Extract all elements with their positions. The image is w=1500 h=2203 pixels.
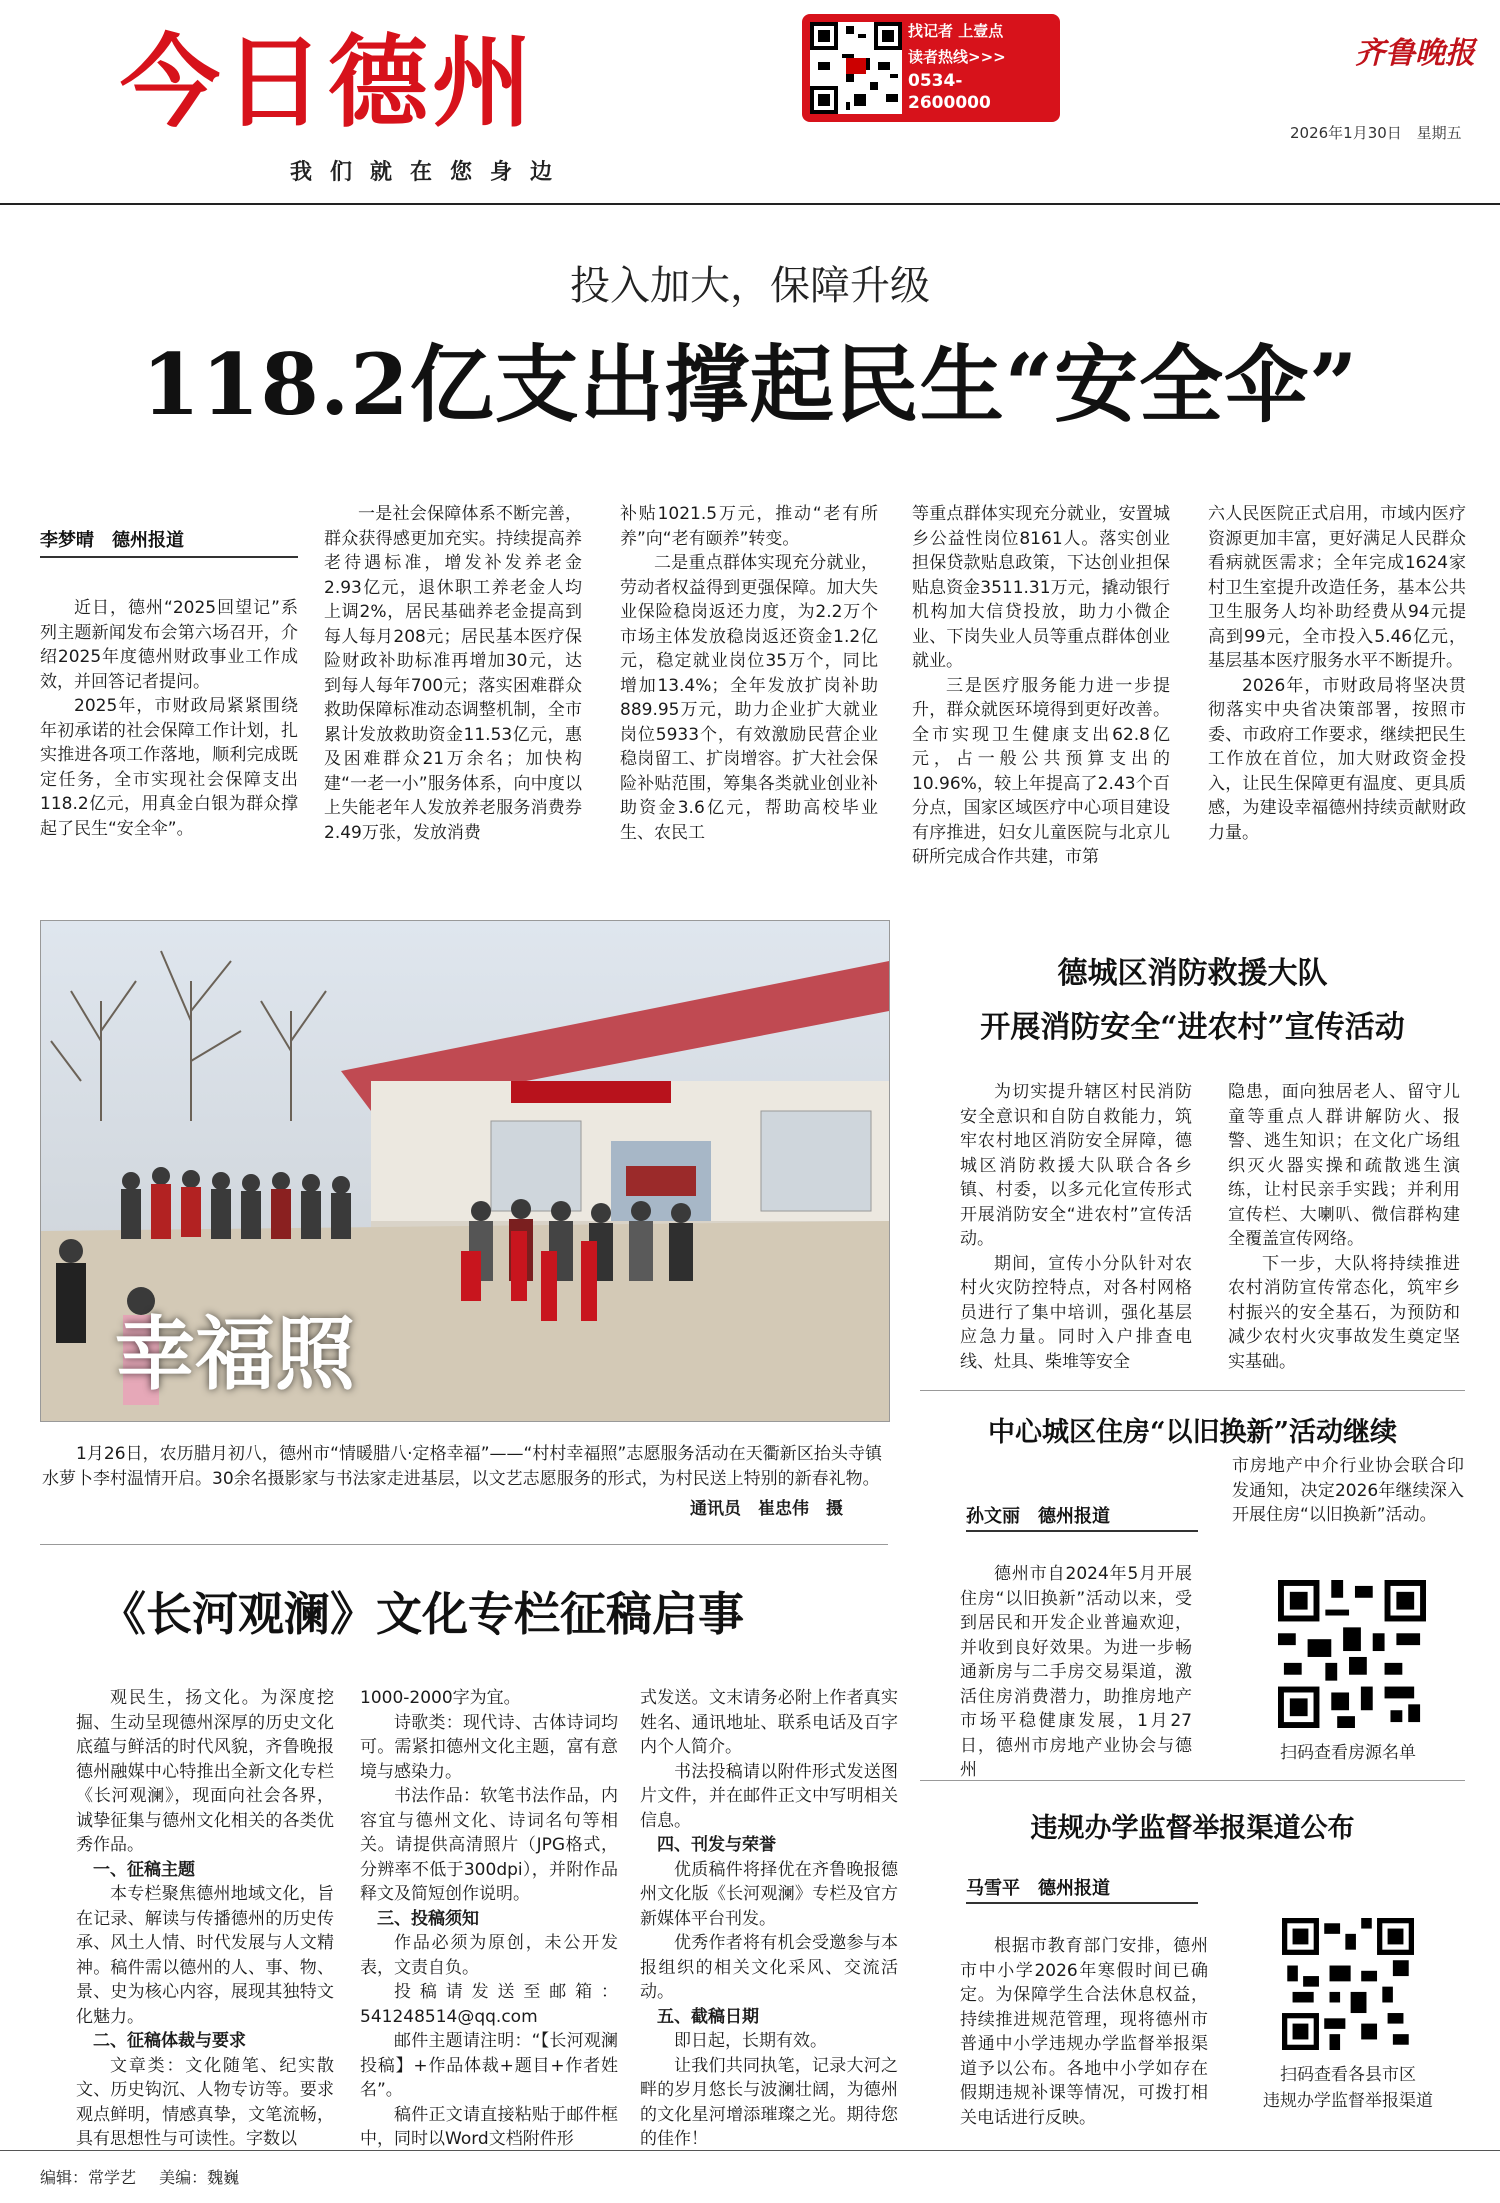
paper-brand: 齐鲁晚报 [1355, 36, 1475, 71]
paragraph: 二是重点群体实现充分就业，劳动者权益得到更强保障。加大失业保险稳岗返还力度，为2.2万个市场主体发放稳岗返还资金1.2亿元，稳定就业岗位35万个，同比增加13.4%；全年发放扩岗补助889.95万元，助力企业扩大就业岗位5933个，有效激励民营企业稳岗留工、扩岗增容。扩大社会保险补贴范围，筹集各类就业创业补助资金3.6亿元，帮助高校毕业生、农民工 [620, 553, 878, 843]
byline-rule [966, 1902, 1198, 1904]
paragraph: 投稿请发送至邮箱：541248514@qq.com [360, 1982, 618, 2027]
fire-headline-2: 开展消防安全“进农村”宣传活动 [980, 1010, 1405, 1045]
lead-kicker: 投入加大，保障升级 [570, 263, 930, 309]
housing-column-2 [1232, 1454, 1464, 1528]
paragraph: 即日起，长期有效。 [674, 2031, 827, 2051]
paragraph: 书法投稿请以附件形式发送图片文件，并在邮件正文中写明相关信息。 [640, 1761, 898, 1831]
lead-column-5 [1208, 502, 1466, 845]
section-heading: 五、截稿日期 [657, 2006, 759, 2027]
paragraph: 优秀作者将有机会受邀参与本报组织的相关文化采风、交流活动。 [640, 1933, 898, 2002]
school-qr-code[interactable] [1282, 1918, 1414, 2050]
paragraph: 观民生，扬文化。为深度挖掘、生动呈现德州深厚的历史文化底蕴与鲜活的时代风貌，齐鲁晚报德州融媒中心特推出全新文化专栏《长河观澜》，现面向社会各界，诚挚征集与德州文化相关的各类优秀作品。 [76, 1688, 334, 1855]
lead-column-2 [324, 502, 582, 845]
paragraph: 1000-2000字为宜。 [360, 1688, 521, 1708]
paragraph: 文章类：文化随笔、纪实散文、历史钩沉、人物专访等。要求观点鲜明，情感真挚，文笔流畅，具有思想性与可读性。字数以 [76, 2055, 334, 2149]
housing-byline: 孙文丽 德州报道 [966, 1506, 1110, 1527]
paragraph: 近日，德州“2025回望记”系列主题新闻发布会第六场召开，介绍2025年度德州财政事业工作成效，并回答记者提问。 [40, 598, 298, 692]
school-qr-caption-1: 扫码查看各县市区 [1280, 2065, 1416, 2085]
lead-headline: 118.2亿支出撑起民生“安全伞” [141, 335, 1359, 434]
paragraph: 期间，宣传小分队针对农村火灾防控特点，对各村网格员进行了集中培训，强化基层应急力量。同时入户排查电线、灶具、柴堆等安全 [960, 1253, 1192, 1372]
fire-headline-1: 德城区消防救援大队 [1057, 956, 1328, 991]
qr-code-icon [1278, 1580, 1426, 1728]
fire-column-2 [1228, 1080, 1460, 1374]
section-divider [40, 1544, 888, 1545]
paragraph: 为切实提升辖区村民消防安全意识和自防自救能力，筑牢农村地区消防安全屏障，德城区消防救援大队联合各乡镇、村委，以多元化宣传形式开展消防安全“进农村”宣传活动。 [960, 1082, 1192, 1249]
culture-column-2 [360, 1686, 618, 2152]
lead-column-3 [620, 502, 878, 845]
issue-date [1290, 122, 1462, 143]
hotline-qr-code [810, 22, 902, 114]
paragraph: 作品必须为原创，未公开发表，文责自负。 [360, 1933, 618, 1978]
housing-qr-caption: 扫码查看房源名单 [1280, 1743, 1416, 1763]
paragraph: 2025年，市财政局紧紧围绕年初承诺的社会保障工作计划，扎实推进各项工作落地，顺利完成既定任务，全市实现社会保障支出118.2亿元，用真金白银为群众撑起了民生“安全伞”。 [40, 696, 298, 839]
paragraph: 根据市教育部门安排，德州市中小学2026年寒假时间已确定。为保障学生合法休息权益，持续推进规范管理，现将德州市普通中小学违规办学监督举报渠道予以公布。各地中小学如存在假期违规补课等情况，可拨打相关电话进行反映。 [960, 1936, 1208, 2128]
section-heading: 二、征稿体裁与要求 [93, 2031, 246, 2051]
hotline-label: 读者热线>>> [908, 48, 1006, 66]
hotline-number-1: 0534- [908, 71, 963, 91]
paragraph: 德州市自2024年5月开展住房“以旧换新”活动以来，受到居民和开发企业普遍欢迎，并收到良好效果。为进一步畅通新房与二手房交易渠道，激活住房消费潜力，助推房地产市场平稳健康发展，1月27日，德州市房地产业协会与德州 [960, 1564, 1192, 1780]
footer-editor: 编辑：常学艺 [40, 2168, 137, 2187]
paragraph: 稿件正文请直接粘贴于邮件框中，同时以Word文档附件形 [360, 2104, 618, 2149]
paragraph: 书法作品：软笔书法作品，内容宜与德州文化、诗词名句等相关。请提供高清照片（JPG格式，分辨率不低于300dpi），并附作品释文及简短创作说明。 [360, 1786, 618, 1904]
photo-caption [42, 1442, 882, 1491]
paragraph: 式发送。文末请务必附上作者真实姓名、通讯地址、联系电话及百字内个人简介。 [640, 1688, 898, 1757]
photo-title: 幸福照 [115, 1307, 355, 1401]
hotline-tag: 找记者 上壹点 [908, 22, 1004, 40]
photo-credit: 通讯员 崔忠伟 摄 [690, 1499, 843, 1519]
footer-rule [0, 2150, 1500, 2151]
section-divider [920, 1390, 1465, 1391]
paragraph: 让我们共同执笔，记录大河之畔的岁月悠长与波澜壮阔，为德州的文化星河增添璀璨之光。期待您的佳作！ [640, 2055, 898, 2149]
housing-column-1 [960, 1562, 1192, 1783]
lead-column-4 [912, 502, 1170, 870]
housing-headline: 中心城区住房“以旧换新”活动继续 [987, 1417, 1398, 1448]
masthead-rule [0, 203, 1500, 205]
masthead-slogan: 我们就在您身边 [290, 160, 571, 185]
paragraph: 六人民医院正式启用，市域内医疗资源更加丰富，更好满足人民群众看病就医需求；全年完成1624家村卫生室提升改造任务，基本公共卫生服务人均补助经费从94元提高到99元，全市投入5.46亿元，基层基本医疗服务水平不断提升。 [1208, 504, 1466, 671]
issue-date-text: 2026年1月30日 [1290, 124, 1402, 142]
qr-code-icon [810, 22, 902, 114]
lead-column-1 [40, 596, 298, 841]
paragraph: 下一步，大队将持续推进农村消防宣传常态化，筑牢乡村振兴的安全基石，为预防和减少农村火灾事故发生奠定坚实基础。 [1228, 1253, 1460, 1372]
school-column-1 [960, 1934, 1208, 2130]
paragraph: 等重点群体实现充分就业，安置城乡公益性岗位8161人。落实创业担保贷款贴息政策，下达创业担保贴息资金3511.31万元，撬动银行机构加大信贷投放，助力小微企业、下岗失业人员等重点群体创业就业。 [912, 504, 1170, 671]
lead-byline: 李梦晴 德州报道 [40, 530, 184, 551]
caption-text: 1月26日，农历腊月初八，德州市“情暖腊八·定格幸福”——“村村幸福照”志愿服务活动在天衢新区抬头寺镇水萝卜李村温情开启。30余名摄影家与书法家走进基层，以文艺志愿服务的形式，为村民送上特别的新春礼物。 [42, 1444, 882, 1489]
paragraph: 三是医疗服务能力进一步提升，群众就医环境得到更好改善。全市实现卫生健康支出62.8亿元，占一般公共预算支出的10.96%，较上年提高了2.43个百分点，国家区域医疗中心项目建设有序推进，妇女儿童医院与北京儿研所完成合作共建，市第 [912, 675, 1170, 867]
paragraph: 补贴1021.5万元，推动“老有所养”向“老有颐养”转变。 [620, 504, 878, 549]
school-qr-caption-2: 违规办学监督举报渠道 [1263, 2091, 1433, 2111]
issue-weekday: 星期五 [1416, 124, 1462, 142]
paragraph: 2026年，市财政局将坚决贯彻落实中央省决策部署，按照市委、市政府工作要求，继续把民生工作放在首位，加大财政资金投入，让民生保障更有温度、更具质感，为建设幸福德州持续贡献财政力量。 [1208, 675, 1466, 843]
section-heading: 三、投稿须知 [377, 1908, 479, 1929]
masthead-logo: 今日德州 [120, 24, 536, 141]
paragraph: 市房地产中介行业协会联合印发通知，决定2026年继续深入开展住房“以旧换新”活动。 [1232, 1456, 1464, 1525]
byline-rule [966, 1530, 1198, 1532]
fire-column-1 [960, 1080, 1192, 1374]
footer-designer: 美编：魏巍 [159, 2168, 240, 2187]
culture-headline: 《长河观澜》文化专栏征稿启事 [100, 1587, 744, 1641]
qr-code-icon [1282, 1918, 1414, 2050]
footer-credits [40, 2165, 239, 2188]
culture-column-3 [640, 1686, 898, 2152]
section-divider [920, 1780, 1465, 1781]
section-heading: 一、征稿主题 [93, 1859, 195, 1880]
hotline-number-2: 2600000 [908, 93, 991, 113]
school-byline: 马雪平 德州报道 [966, 1878, 1110, 1899]
reader-hotline-box [802, 14, 1060, 122]
byline-rule [40, 556, 298, 558]
paragraph: 隐患，面向独居老人、留守儿童等重点人群讲解防火、报警、逃生知识；在文化广场组织灭火器实操和疏散逃生演练，让村民亲手实践；并利用宣传栏、大喇叭、微信群构建全覆盖宣传网络。 [1228, 1082, 1460, 1249]
section-heading: 四、刊发与荣誉 [657, 1835, 776, 1855]
paragraph: 本专栏聚焦德州地域文化，旨在记录、解读与传播德州的历史传承、风土人情、时代发展与人文精神。稿件需以德州的人、事、物、景、史为核心内容，展现其独特文化魅力。 [76, 1884, 334, 2027]
housing-qr-code[interactable] [1278, 1580, 1426, 1728]
paragraph: 优质稿件将择优在齐鲁晚报德州文化版《长河观澜》专栏及官方新媒体平台刊发。 [640, 1859, 898, 1929]
culture-column-1 [76, 1686, 334, 2152]
paragraph: 邮件主题请注明：“【长河观澜投稿】+作品体裁+题目+作者姓名”。 [360, 2031, 618, 2100]
paragraph: 一是社会保障体系不断完善，群众获得感更加充实。持续提高养老待遇标准，增发补发养老金2.93亿元，退休职工养老金人均上调2%，居民基础养老金提高到每人每月208元；居民基本医疗保险财政补助标准再增加30元，达到每人每年700元；落实困难群众救助保障标准动态调整机制，全市累计发放救助资金11.53亿元，惠及困难群众21万余名；加快构建“一老一小”服务体系，向中度以上失能老年人发放养老服务消费券2.49万张，发放消费 [324, 504, 582, 843]
paragraph: 诗歌类：现代诗、古体诗词均可。需紧扣德州文化主题，富有意境与感染力。 [360, 1712, 618, 1782]
school-headline: 违规办学监督举报渠道公布 [1030, 1813, 1355, 1844]
